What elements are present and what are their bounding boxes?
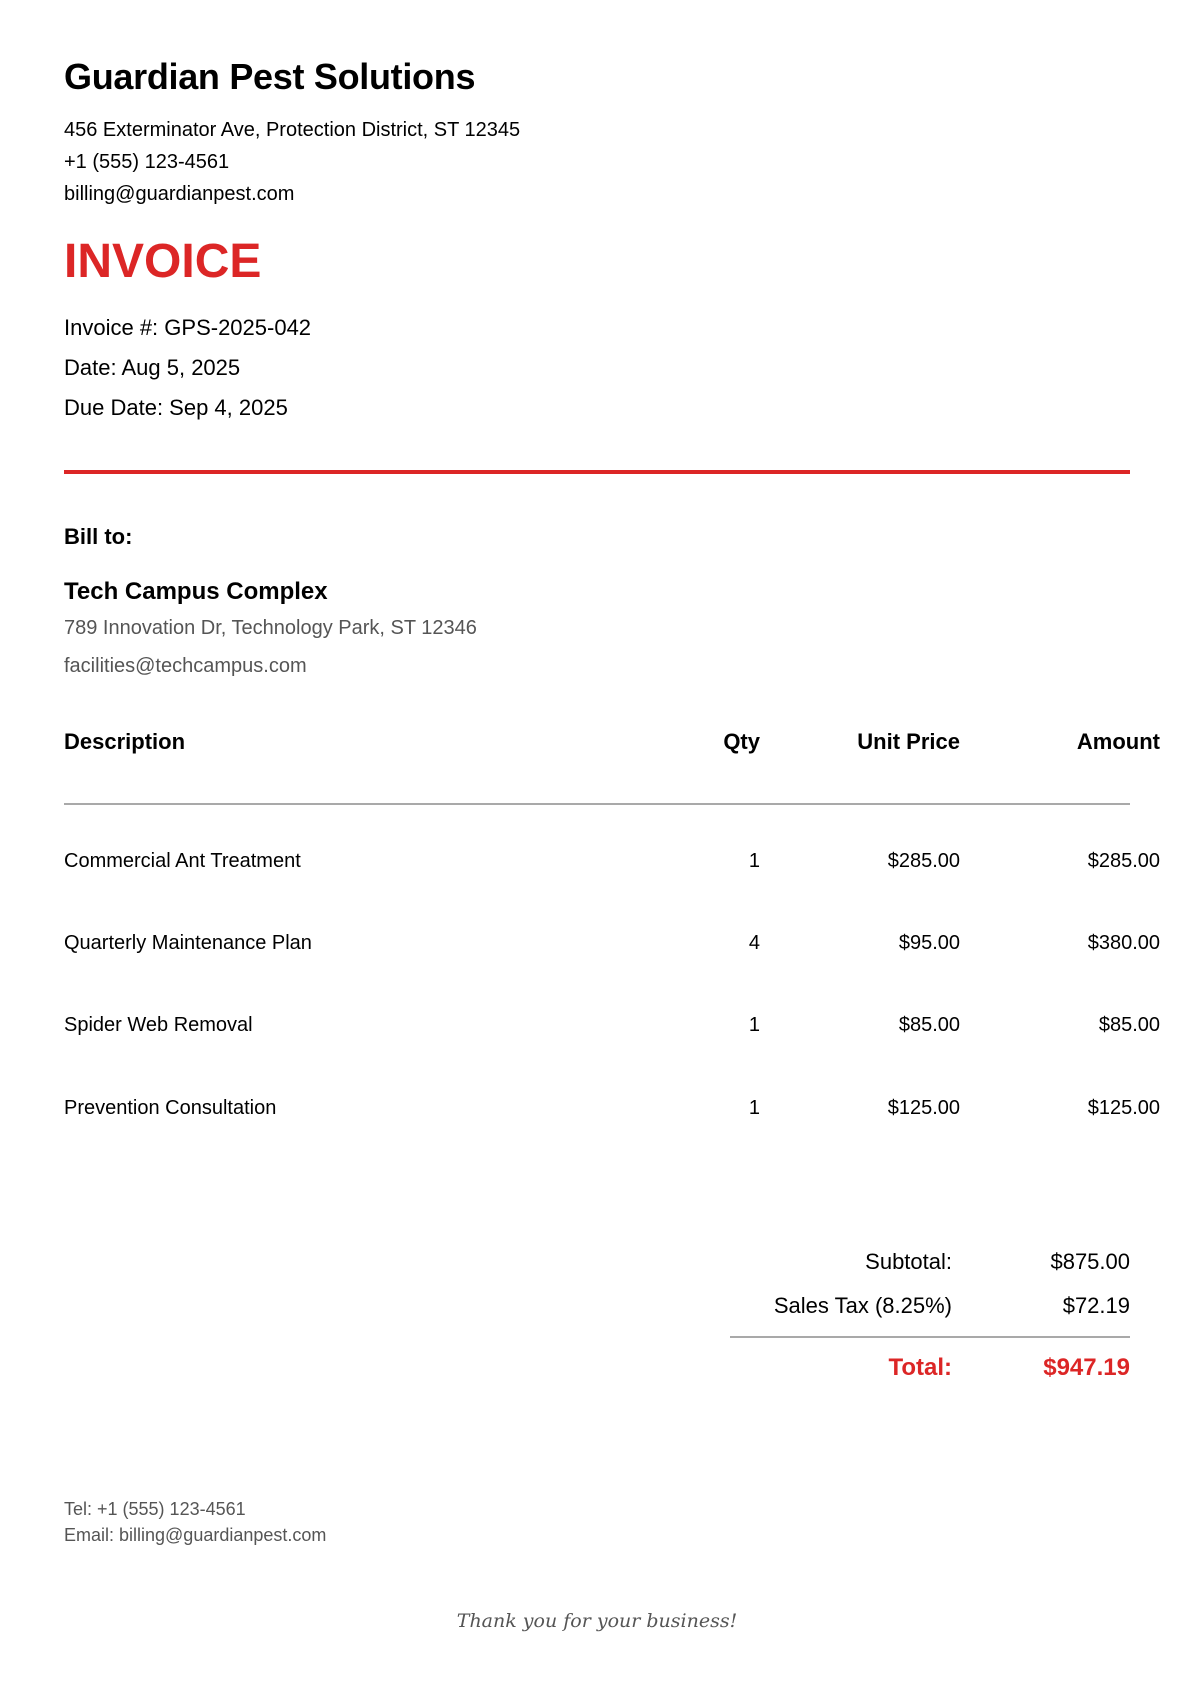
invoice-due-date: Due Date: Sep 4, 2025 — [64, 395, 288, 420]
footer-email: Email: billing@guardianpest.com — [64, 1525, 327, 1545]
invoice-date: Date: Aug 5, 2025 — [64, 355, 241, 380]
item-qty: 4 — [748, 932, 760, 954]
item-unit-price: $125.00 — [887, 1097, 960, 1119]
tax-label: Sales Tax (8.25%) — [773, 1293, 952, 1318]
item-qty: 1 — [748, 1014, 760, 1036]
header-unit-price: Unit Price — [857, 729, 960, 754]
tax-value: $72.19 — [1062, 1293, 1130, 1318]
header-divider — [64, 470, 1130, 474]
invoice-number: Invoice #: GPS-2025-042 — [64, 315, 312, 340]
totals-divider — [730, 1336, 1130, 1338]
item-qty: 1 — [748, 1097, 760, 1119]
invoice-page — [64, 0, 1160, 1684]
item-qty: 1 — [748, 850, 760, 872]
item-description: Commercial Ant Treatment — [64, 850, 301, 872]
thank-you-note: Thank you for your business! — [456, 1610, 738, 1632]
header-description: Description — [64, 729, 186, 754]
subtotal-value: $875.00 — [1050, 1249, 1130, 1274]
client-email: facilities@techcampus.com — [64, 655, 307, 677]
company-email: billing@guardianpest.com — [64, 183, 295, 205]
item-unit-price: $285.00 — [887, 850, 960, 872]
client-address: 789 Innovation Dr, Technology Park, ST 12346 — [64, 617, 477, 639]
total-label: Total: — [888, 1354, 952, 1381]
item-description: Quarterly Maintenance Plan — [64, 932, 312, 954]
item-amount: $125.00 — [1087, 1097, 1160, 1119]
item-amount: $85.00 — [1098, 1014, 1160, 1036]
item-unit-price: $85.00 — [898, 1014, 960, 1036]
company-phone: +1 (555) 123-4561 — [64, 151, 230, 173]
total-value: $947.19 — [1043, 1354, 1130, 1381]
bill-to-label: Bill to: — [64, 524, 133, 549]
item-description: Spider Web Removal — [64, 1014, 253, 1036]
footer-tel: Tel: +1 (555) 123-4561 — [64, 1499, 246, 1519]
invoice-title: INVOICE — [64, 235, 262, 288]
subtotal-label: Subtotal: — [865, 1249, 952, 1274]
item-unit-price: $95.00 — [898, 932, 960, 954]
item-description: Prevention Consultation — [64, 1097, 277, 1119]
item-amount: $285.00 — [1087, 850, 1160, 872]
item-amount: $380.00 — [1087, 932, 1160, 954]
header-amount: Amount — [1076, 729, 1160, 754]
client-name: Tech Campus Complex — [64, 578, 328, 605]
table-header-divider — [64, 803, 1130, 805]
header-qty: Qty — [723, 729, 760, 754]
company-address: 456 Exterminator Ave, Protection District, ST 12345 — [64, 119, 521, 141]
company-name: Guardian Pest Solutions — [64, 56, 476, 97]
